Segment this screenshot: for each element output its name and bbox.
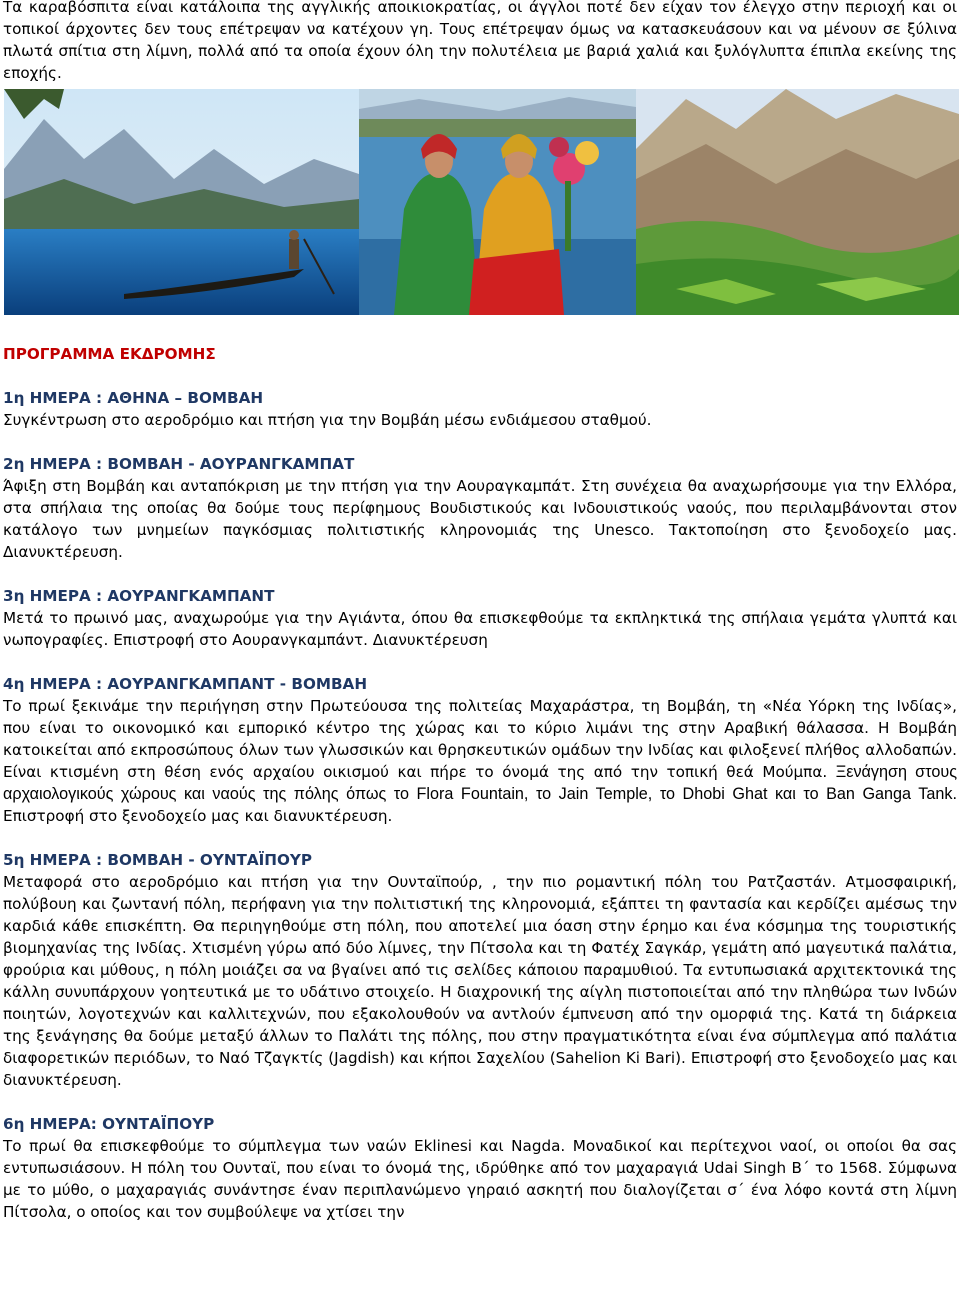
page-content	[3, 0, 957, 1223]
lake-boat-image	[4, 89, 359, 315]
day-4-text-end: Επιστροφή στο ξενοδοχείο μας και διανυκτέρευση.	[3, 807, 393, 825]
day-2-section	[3, 453, 957, 563]
mountain-valley-photo	[636, 89, 959, 315]
day-1-text: Συγκέντρωση στο αεροδρόμιο και πτήση για την Βομβάη μέσω ενδιάμεσου σταθμού.	[3, 411, 652, 429]
program-title: ΠΡΟΓΡΑΜΜΑ ΕΚΔΡΟΜΗΣ	[3, 345, 216, 363]
day-6-text: Το πρωί θα επισκεφθούμε το σύμπλεγμα των ναών Eklinesi και Nagda. Μοναδικοί και περίτεχνοι ναοί, οι οποίοι θα σας εντυπωσιάσουν. Η πόλη του Ουνταϊ, που είναι το όνομά της, ιδρύθηκε από τον μαχαραγιά Udai Singh B΄ το 1568. Σύμφωνα με το μύθο, ο μαχαραγιάς συνάντησε έναν περιπλανώμενο γηραιό ασκητή που διαλογίζεται σ΄ ένα λόφο κοντά στη λίμνη Πίτσολα, ο οποίος και τον συμβούλεψε να χτίσει την	[3, 1137, 957, 1221]
day-6-title: 6η ΗΜΕΡΑ: ΟΥΝΤΑΪΠΟΥΡ	[3, 1115, 215, 1133]
mountain-valley-image	[636, 89, 959, 315]
day-1-title: 1η ΗΜΕΡΑ : ΑΘΗΝΑ – ΒΟΜΒΑΗ	[3, 389, 264, 407]
day-5-title: 5η ΗΜΕΡΑ : ΒΟΜΒΑΗ - ΟΥΝΤΑΪΠΟΥΡ	[3, 851, 313, 869]
day-5-text: Μεταφορά στο αεροδρόμιο και πτήση για την Ουνταϊπούρ, , την πιο ρομαντική πόλη του Ρατζαστάν. Ατμοσφαιρική, πολύβουη και ζωντανή πόλη, περήφανη για την πολιτιστική της κληρονομιά, εξάπτει τη φαντασία και κερδίζει αμέσως την καρδιά κάθε επισκέπτη. Θα περιηγηθούμε στη πόλη, που αποτελεί μια όαση στην έρημο και ένα κόσμημα της τουριστικής βιομηχανίας της Ινδίας. Χτισμένη γύρω από δύο λίμνες, την Πίτσολα και τη Φατέχ Σαγκάρ, γεμάτη από μαγευτικά παλάτια, φρούρια και μύθους, η πόλη μοιάζει σα να βγαίνει από τις σελίδες κάποιου παραμυθιού. Τα εντυπωσιακά αρχιτεκτονικά της κάλλη συνυπάρχουν γοητευτικά με το υδάτινο στοιχείο. Η διαχρονική της αίγλη πιστοποιείται από την πληθώρα των Ινδών ποιητών, λογοτεχνών και καλλιτεχνών, που εξακολουθούν να αντλούν έμπνευση από την ομορφιά της. Κατά τη διάρκεια της ξενάγησης θα δούμε μεταξύ άλλων το Παλάτι της πόλης, που στην πραγματικότητα είναι ένα σύμπλεγμα από παλάτια διαφορετικών περιόδων, το Ναό Τζαγκτίς (Jagdish) και κήποι Σαχελίου (Sahelion Ki Bari). Επιστροφή στο ξενοδοχείο μας και διανυκτέρευση.	[3, 873, 957, 1089]
day-4-text	[3, 695, 957, 827]
photo-strip	[3, 89, 957, 315]
day-2-title: 2η ΗΜΕΡΑ : ΒΟΜΒΑΗ - ΑΟΥΡΑΝΓΚΑΜΠΑΤ	[3, 455, 355, 473]
day-3-section	[3, 585, 957, 651]
day-2-text: Άφιξη στη Βομβάη και ανταπόκριση με την πτήση για την Αουραγκαμπάτ. Στη συνέχεια θα αναχωρήσουμε για την Ελλόρα, στα σπήλαια της οποίας θα δούμε τους περίφημους Βουδιστικούς και Ινδουιστικούς ναούς, που περιλαμβάνονται στον κατάλογο των μνημείων παγκόσμιας πολιτιστικής κληρονομιάς της Unesco. Τακτοποίηση στο ξενοδοχείο μας. Διανυκτέρευση.	[3, 477, 957, 561]
day-4-text-main: Το πρωί ξεκινάμε την περιήγηση στην Πρωτεύουσα της πολιτείας Μαχαράστρα, τη Βομβάη, τη «Νέα Υόρκη της Ινδίας», που είναι το οικονομικό και εμπορικό κέντρο της χώρας και το κύριο λιμάνι της στην Αραβική θάλασσα. Η Βομβάη κατοικείται από εκπροσώπους όλων των γλωσσικών και θρησκευτικών ομάδων την Ινδίας και φιλοξενεί πλήθος αλλοδαπών. Είναι κτισμένη στη θέση ενός αρχαίου οικισμού και πήρε το όνομά της από την τοπική θεά Μούμπα.	[3, 697, 957, 781]
day-3-text: Μετά το πρωινό μας, αναχωρούμε για την Αγιάντα, όπου θα επισκεφθούμε τα εκπληκτικά της σπήλαια γεμάτα γλυπτά και νωπογραφίες. Επιστροφή στο Αουρανγκαμπάντ. Διανυκτέρευση	[3, 609, 957, 649]
day-4-section	[3, 673, 957, 827]
day-3-title: 3η ΗΜΕΡΑ : ΑΟΥΡΑΝΓΚΑΜΠΑΝΤ	[3, 587, 275, 605]
day-5-section	[3, 849, 957, 1091]
day-4-text-tour: Ξενάγηση στους αρχαιολογικούς χώρους και ναούς της πόλης όπως το Flora Fountain, το Jain Temple, το Dhobi Ghat και το Ban Ganga Tank.	[3, 763, 957, 803]
day-6-section	[3, 1113, 957, 1223]
day-1-section	[3, 387, 957, 431]
day-4-title: 4η ΗΜΕΡΑ : ΑΟΥΡΑΝΓΚΑΜΠΑΝΤ - ΒΟΜΒΑΗ	[3, 675, 368, 693]
women-traditional-dress-image	[359, 89, 636, 315]
intro-paragraph: Τα καραβόσπιτα είναι κατάλοιπα της αγγλικής αποικιοκρατίας, οι άγγλοι ποτέ δεν είχαν τον έλεγχο στην περιοχή και οι τοπικοί άρχοντες δεν τους επέτρεψαν να κατέχουν γη. Τους επέτρεψαν όμως να κατασκευάσουν και να μένουν σε ξύλινα πλωτά σπίτια στη λίμνη, πολλά από τα οποία έχουν όλη την πολυτέλεια με βαριά χαλιά και ξυλόγλυπτα έπιπλα εκείνης της εποχής.	[3, 0, 957, 82]
women-traditional-dress-photo	[359, 89, 636, 315]
lake-boat-photo	[4, 89, 359, 315]
